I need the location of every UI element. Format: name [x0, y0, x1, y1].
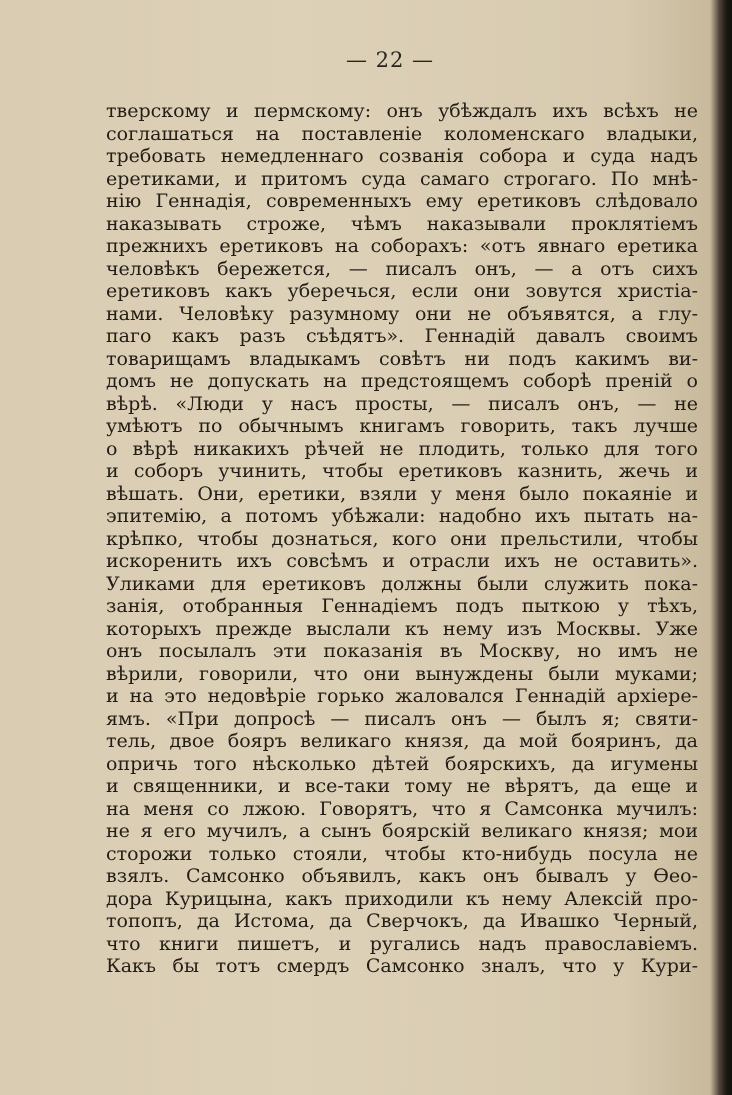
text-line: на меня со лжою. Говорятъ, что я Самсонка мучилъ: [106, 797, 698, 820]
text-line: сторожи только стояли, чтобы кто-нибудь посула не [106, 842, 698, 865]
text-line: Какъ бы тотъ смердъ Самсонко зналъ, что у Кури- [106, 955, 698, 977]
text-line: о вѣрѣ никакихъ рѣчей не плодить, только для того [106, 437, 698, 460]
text-line: Уликами для еретиковъ должны были служить пока- [106, 572, 698, 595]
text-line: и священники, и все-таки тому не вѣрятъ, да еще и [106, 775, 698, 797]
text-line: человѣкъ бережется, — писалъ онъ, — а отъ сихъ [106, 257, 698, 280]
text-line: еретиками, и притомъ суда самаго строгаго. По мнѣ- [106, 167, 698, 190]
text-line: прежнихъ еретиковъ на соборахъ: «отъ явнаго еретика [106, 235, 698, 257]
text-line: искоренить ихъ совсѣмъ и отрасли ихъ не оставить». [106, 550, 698, 572]
text-line: топопъ, да Истома, да Сверчокъ, да Ивашко Черный, [106, 910, 698, 932]
body-text [106, 100, 698, 978]
text-line: вѣрили, говорили, что они вынуждены были муками; [106, 662, 698, 685]
text-line: и соборъ учинить, чтобы еретиковъ казнить, жечь и [106, 460, 698, 482]
text-line: требовать немедленнаго созванія собора и суда надъ [106, 145, 698, 167]
page-gutter-shadow [718, 0, 732, 1095]
text-line: вѣшать. Они, еретики, взяли у меня было покаяніе и [106, 482, 698, 505]
text-line: паго какъ разъ съѣдятъ». Геннадій давалъ своимъ [106, 325, 698, 347]
text-line: еретиковъ какъ уберечься, если они зовутся христіа- [106, 280, 698, 302]
text-line: и на это недовѣріе горько жаловался Геннадій архіере- [106, 685, 698, 707]
text-line: нію Геннадія, современныхъ ему еретиковъ слѣдовало [106, 190, 698, 212]
text-line: домъ не допускать на предстоящемъ соборѣ преній о [106, 370, 698, 392]
text-line: умѣютъ по обычнымъ книгамъ говорить, такъ лучше [106, 415, 698, 437]
text-line: соглашаться на поставленіе коломенскаго владыки, [106, 122, 698, 145]
text-line: товарищамъ владыкамъ совѣтъ ни подъ какимъ ви- [106, 347, 698, 370]
text-line: вѣрѣ. «Люди у насъ просты, — писалъ онъ, — не [106, 392, 698, 415]
text-line: онъ посылалъ эти показанія въ Москву, но имъ не [106, 640, 698, 662]
text-line: дора Курицына, какъ приходили къ нему Алексій про- [106, 887, 698, 910]
text-line: ямъ. «При допросѣ — писалъ онъ — былъ я; святи- [106, 707, 698, 730]
text-line: наказывать строже, чѣмъ наказывали проклятіемъ [106, 212, 698, 235]
text-line: которыхъ прежде выслали къ нему изъ Москвы. Уже [106, 617, 698, 640]
text-line: тель, двое бояръ великаго князя, да мой бояринъ, да [106, 730, 698, 752]
text-line: не я его мучилъ, а сынъ боярскій великаго князя; мои [106, 820, 698, 842]
text-line: взялъ. Самсонко объявилъ, какъ онъ бывалъ у Ѳеo- [106, 865, 698, 887]
text-line: эпитемію, а потомъ убѣжали: надобно ихъ пытать на- [106, 505, 698, 527]
text-line: тверскому и пермскому: онъ убѣждалъ ихъ всѣхъ не [106, 100, 698, 122]
text-line: что книги пишетъ, и ругались надъ православіемъ. [106, 932, 698, 955]
text-line: опричь того нѣсколько дѣтей боярскихъ, да игумены [106, 752, 698, 775]
page-number: — 22 — [345, 48, 435, 72]
text-line: занія, отобранныя Геннадіемъ подъ пыткою у тѣхъ, [106, 595, 698, 617]
text-line: крѣпко, чтобы дознаться, кого они прельстили, чтобы [106, 527, 698, 550]
text-line: нами. Человѣку разумному они не объявятся, а глу- [106, 302, 698, 325]
